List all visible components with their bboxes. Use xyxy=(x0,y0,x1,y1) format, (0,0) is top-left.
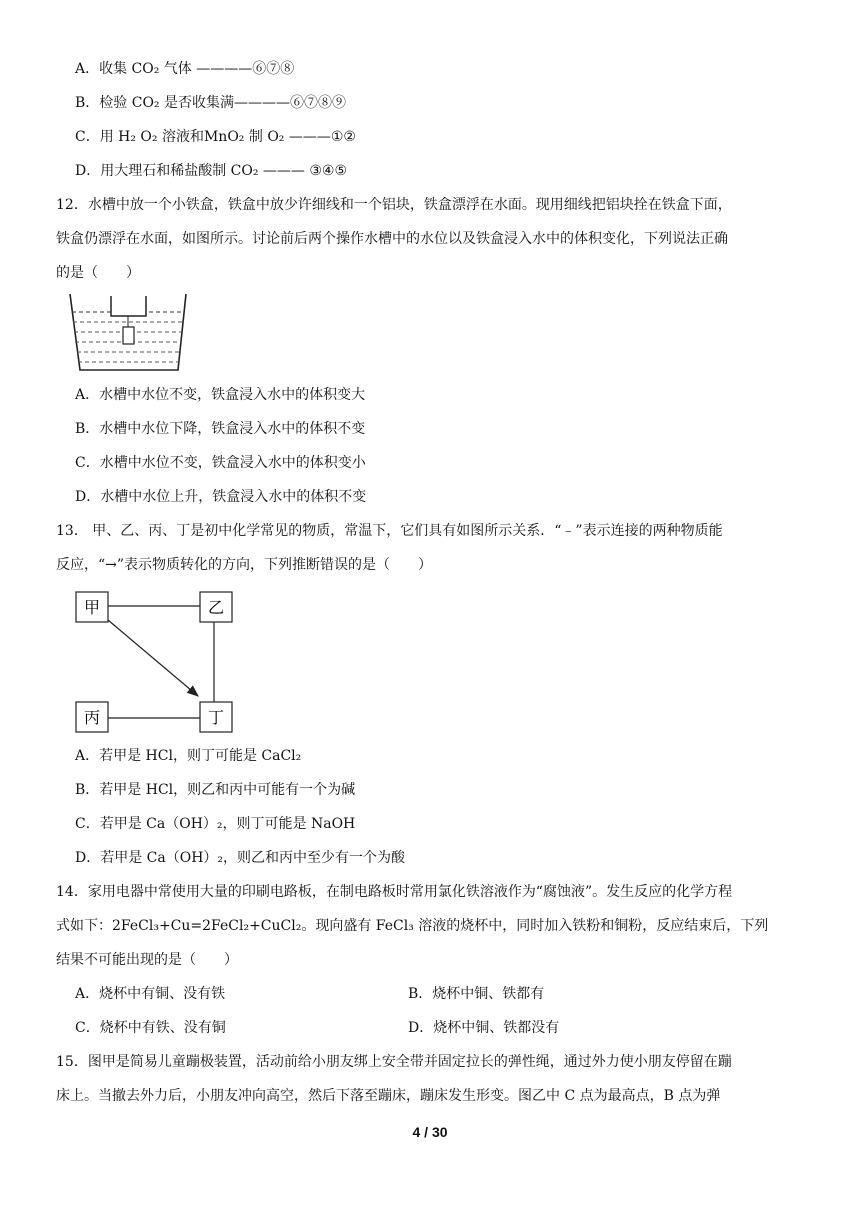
q14-option-c: C．烧杯中有铁、没有铜 xyxy=(75,1020,226,1036)
label-yi: 乙 xyxy=(207,598,225,617)
q13-option-b: B．若甲是 HCl，则乙和丙中可能有一个为碱 xyxy=(75,782,356,798)
q11-option-a: A．收集 CO₂ 气体 ————⑥⑦⑧ xyxy=(75,61,295,77)
arrow-jia-to-ding xyxy=(108,620,198,696)
q11-option-c: C．用 H₂ O₂ 溶液和MnO₂ 制 O₂ ———①② xyxy=(75,129,356,145)
q14-option-a: A．烧杯中有铜、没有铁 xyxy=(75,986,226,1002)
q14-stem-line2: 式如下：2FeCl₃+Cu=2FeCl₂+CuCl₂。现向盛有 FeCl₃ 溶液的烧杯中，同时加入铁粉和铜粉，反应结束后，下列 xyxy=(56,918,769,934)
q12-option-a: A．水槽中水位不变，铁盒浸入水中的体积变大 xyxy=(75,387,366,403)
substance-relation-diagram xyxy=(74,590,238,736)
q12-stem-line2: 铁盒仍漂浮在水面，如图所示。讨论前后两个操作水槽中的水位以及铁盒浸入水中的体积变化，下列说法正确 xyxy=(56,231,728,247)
q14-stem-line3: 结果不可能出现的是（ ） xyxy=(56,952,238,968)
q14-option-b: B．烧杯中铜、铁都有 xyxy=(408,986,545,1002)
q15-stem-line2: 床上。当撤去外力后，小朋友冲向高空，然后下落至蹦床，蹦床发生形变。图乙中 C 点为最高点，B 点为弹 xyxy=(56,1088,721,1104)
q14-stem-line1: 14．家用电器中常使用大量的印刷电路板，在制电路板时常用氯化铁溶液作为“腐蚀液”。发生反应的化学方程 xyxy=(56,884,733,900)
label-bing: 丙 xyxy=(83,708,101,727)
q14-option-d: D．烧杯中铜、铁都没有 xyxy=(408,1020,560,1036)
label-jia: 甲 xyxy=(83,598,101,617)
water-tank-figure xyxy=(66,290,190,376)
q13-option-a: A．若甲是 HCl，则丁可能是 CaCl₂ xyxy=(75,748,302,764)
q12-stem-line3: 的是（ ） xyxy=(56,265,140,281)
q13-stem-line1: 13． 甲、乙、丙、丁是初中化学常见的物质，常温下，它们具有如图所示关系．“﹣”表示连接的两种物质能 xyxy=(56,523,723,539)
q13-option-d: D．若甲是 Ca（OH）₂，则乙和丙中至少有一个为酸 xyxy=(75,850,406,866)
q12-option-b: B．水槽中水位下降，铁盒浸入水中的体积不变 xyxy=(75,421,366,437)
q12-option-c: C．水槽中水位不变，铁盒浸入水中的体积变小 xyxy=(75,455,366,471)
page-number: 4 / 30 xyxy=(412,1124,448,1140)
q12-option-d: D．水槽中水位上升，铁盒浸入水中的体积不变 xyxy=(75,489,367,505)
q11-option-b: B．检验 CO₂ 是否收集满————⑥⑦⑧⑨ xyxy=(75,95,346,111)
q13-stem-line2: 反应，“→”表示物质转化的方向，下列推断错误的是（ ） xyxy=(56,557,433,573)
q13-option-c: C．若甲是 Ca（OH）₂，则丁可能是 NaOH xyxy=(75,816,356,832)
q15-stem-line1: 15．图甲是简易儿童蹦极装置，活动前给小朋友绑上安全带并固定拉长的弹性绳，通过外力使小朋友停留在蹦 xyxy=(56,1054,732,1070)
q12-stem-line1: 12．水槽中放一个小铁盒，铁盒中放少许细线和一个铝块，铁盒漂浮在水面。现用细线把铝块拴在铁盒下面， xyxy=(56,197,732,213)
label-ding: 丁 xyxy=(207,708,225,727)
q11-option-d: D．用大理石和稀盐酸制 CO₂ ——— ③④⑤ xyxy=(75,163,348,179)
